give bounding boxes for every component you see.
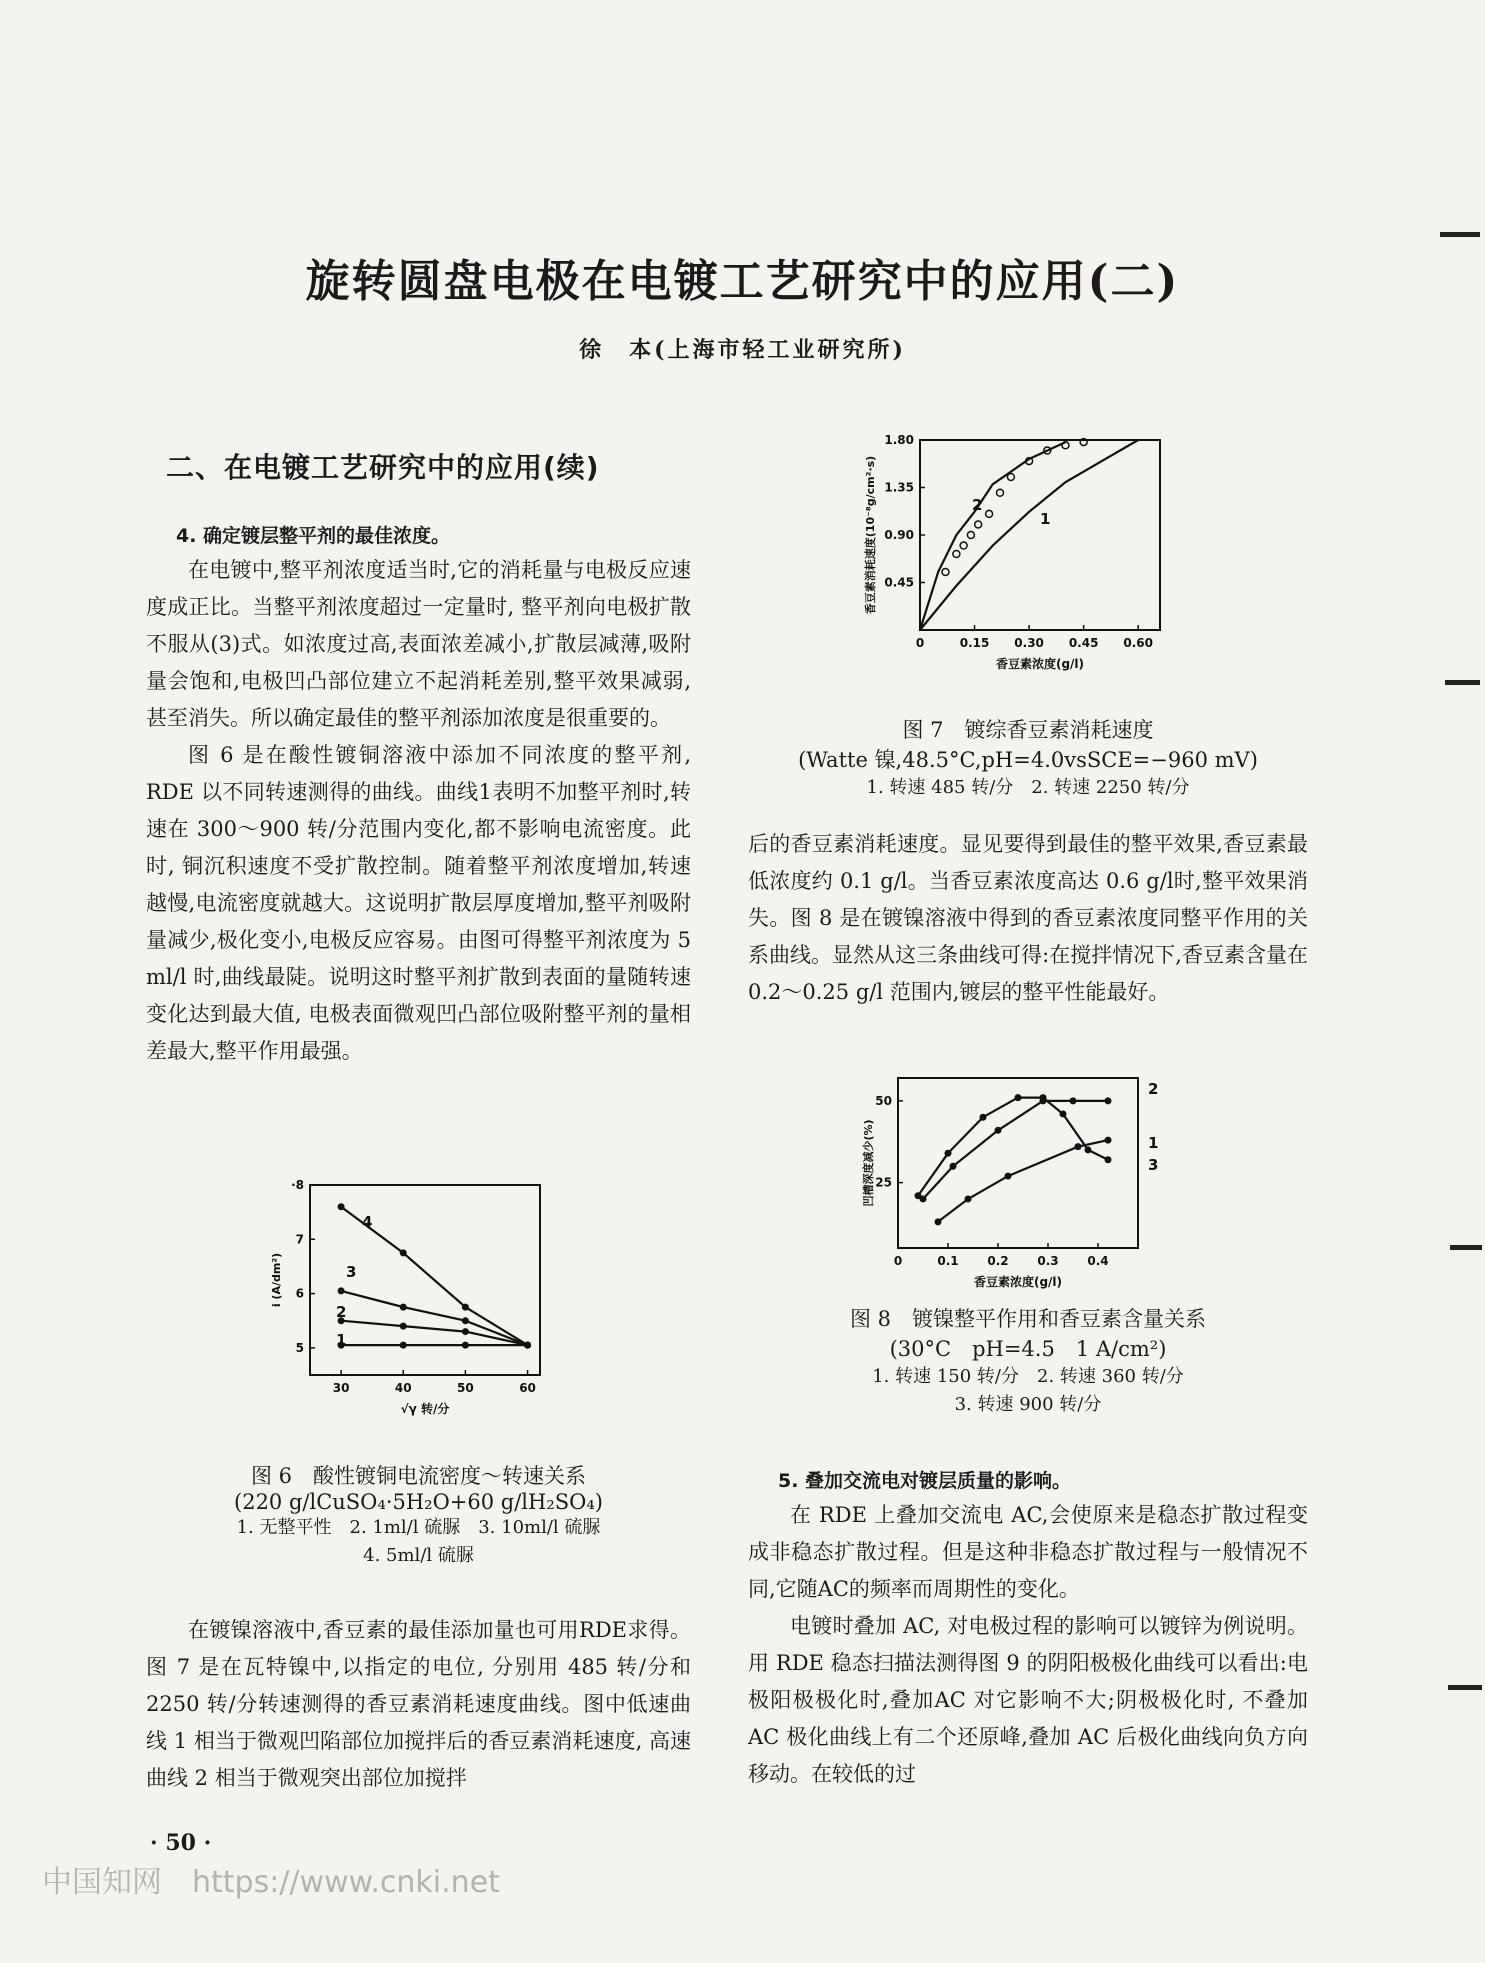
figure-6-caption: 图 6 酸性镀铜电流密度～转速关系 — [250, 1464, 587, 1488]
data-point — [997, 489, 1004, 496]
figure-6-caption-block — [146, 1460, 691, 1570]
series-label-1: 1 — [336, 1331, 347, 1349]
data-point — [1070, 1097, 1077, 1104]
data-point — [953, 551, 960, 558]
paragraph: 后的香豆素消耗速度。显见要得到最佳的整平效果,香豆素最低浓度约 0.1 g/l。当香豆素浓度高达 0.6 g/l时,整平效果消失。图 8 是在镀镍溶液中得到的香豆素浓度同整平作用的关系曲线。显然从这三条曲线可得:在搅拌情况下,香豆素含量在 0.2～0.25 g/l 范围内,镀层的整平性能最好。 — [748, 832, 1308, 1004]
x-tick-label: 0 — [915, 636, 925, 650]
data-point — [338, 1287, 345, 1294]
scan-edge-mark — [1450, 1245, 1482, 1250]
data-point — [400, 1323, 407, 1330]
y-tick-label: 0.45 — [884, 575, 914, 590]
series-label-2: 2 — [1148, 1080, 1159, 1098]
data-point — [1105, 1097, 1112, 1104]
figure-6-condition: (220 g/lCuSO₄·5H₂O+60 g/lH₂SO₄) — [234, 1490, 603, 1514]
section-heading: 二、在电镀工艺研究中的应用(续) — [166, 451, 600, 484]
figure-6-legend: 1. 无整平性 2. 1ml/l 硫脲 3. 10ml/l 硫脲 — [236, 1517, 601, 1538]
right-column-top — [748, 826, 1308, 1011]
x-tick-label: 0.30 — [1014, 636, 1044, 650]
series-label-4: 4 — [362, 1213, 373, 1231]
x-axis-label: 香豆素浓度(g/l) — [973, 1275, 1063, 1289]
y-axis-label: 香豆素消耗速度(10⁻⁸g/cm²·s) — [864, 455, 877, 615]
y-tick-label: 50 — [875, 1093, 892, 1108]
y-axis-label: i (A/dm²) — [270, 1252, 283, 1308]
data-point — [1015, 1094, 1022, 1101]
y-tick-label: ·8 — [291, 1178, 304, 1192]
plot-frame — [898, 1078, 1138, 1248]
y-tick-label: 1.35 — [884, 480, 914, 495]
left-column-bottom — [146, 1612, 691, 1797]
figure-6-chart — [266, 1165, 566, 1430]
scan-edge-mark — [1445, 680, 1480, 685]
y-tick-label: 6 — [295, 1286, 304, 1301]
y-tick-label: 25 — [875, 1175, 892, 1190]
figure-7-condition: (Watte 镍,48.5°C,pH=4.0vsSCE=−960 mV) — [798, 748, 1258, 772]
series-label-1: 1 — [1148, 1134, 1159, 1152]
paragraph: 在电镀中,整平剂浓度适当时,它的消耗量与电极反应速度成正比。当整平剂浓度超过一定量时, 整平剂向电极扩散不服从(3)式。如浓度过高,表面浓差减小,扩散层减薄,吸附量会饱和,电极凹凸部位建立不起消耗差别,整平效果减弱,甚至消失。所以确定最佳的整平剂添加浓度是很重要的。 — [146, 558, 691, 730]
data-point — [338, 1203, 345, 1210]
scan-edge-mark — [1440, 232, 1480, 237]
x-axis-label: √γ 转/分 — [400, 1402, 450, 1416]
data-point — [1105, 1156, 1112, 1163]
x-tick-label: 0.15 — [959, 636, 990, 650]
data-point — [462, 1328, 469, 1335]
figure-8-legend: 1. 转速 150 转/分 2. 转速 360 转/分 — [872, 1366, 1184, 1387]
data-point — [935, 1218, 942, 1225]
data-point — [967, 532, 974, 539]
data-point — [965, 1195, 972, 1202]
data-point — [1007, 473, 1014, 480]
data-point — [995, 1127, 1002, 1134]
data-point — [1085, 1146, 1092, 1153]
series-label-3: 3 — [346, 1263, 357, 1281]
x-tick-label: 0.45 — [1068, 636, 1099, 650]
x-tick-label: 50 — [457, 1381, 474, 1395]
x-tick-label: 0 — [893, 1254, 903, 1268]
series-label-2: 2 — [972, 496, 983, 514]
figure-7-caption: 图 7 镀综香豆素消耗速度 — [902, 718, 1154, 742]
series-label-1: 1 — [1040, 510, 1051, 528]
figure-8-condition: (30°C pH=4.5 1 A/cm²) — [889, 1337, 1167, 1361]
y-tick-label: 5 — [295, 1340, 304, 1355]
data-point — [960, 542, 967, 549]
y-tick-label: 1.80 — [884, 433, 914, 447]
data-point — [400, 1249, 407, 1256]
figure-8-chart — [858, 1070, 1188, 1300]
data-point — [400, 1304, 407, 1311]
paragraph: 在 RDE 上叠加交流电 AC,会使原来是稳态扩散过程变成非稳态扩散过程。但是这种非稳态扩散过程与一般情况不同,它随AC的频率而周期性的变化。 — [748, 1503, 1308, 1601]
data-point — [980, 1114, 987, 1121]
data-point — [462, 1304, 469, 1311]
y-tick-label: 0.90 — [884, 528, 914, 542]
y-tick-label: 7 — [295, 1232, 304, 1247]
data-point — [945, 1150, 952, 1157]
paragraph: 在镀镍溶液中,香豆素的最佳添加量也可用RDE求得。图 7 是在瓦特镍中,以指定的电位, 分别用 485 转/分和 2250 转/分转速测得的香豆素消耗速度曲线。图中低速曲线 1 相当于微观凹陷部位加搅拌后的香豆素消耗速度, 高速曲线 2 相当于微观突出部位加搅拌 — [146, 1618, 691, 1790]
right-column-bottom — [748, 1497, 1308, 1793]
x-tick-label: 0.2 — [987, 1254, 1009, 1268]
data-point — [1075, 1143, 1082, 1150]
series-line-2 — [341, 1321, 527, 1345]
data-point — [986, 510, 993, 517]
subsection-heading: 4. 确定镀层整平剂的最佳浓度。 — [176, 525, 451, 547]
left-column-top — [146, 552, 691, 1070]
data-point — [975, 521, 982, 528]
figure-8-legend: 3. 转速 900 转/分 — [954, 1394, 1102, 1415]
series-label-2: 2 — [336, 1303, 347, 1321]
series-label-3: 3 — [1148, 1156, 1159, 1174]
x-axis-label: 香豆素浓度(g/l) — [995, 657, 1085, 671]
x-tick-label: 0.3 — [1037, 1254, 1059, 1268]
article-title: 旋转圆盘电极在电镀工艺研究中的应用(二) — [305, 256, 1180, 307]
x-tick-label: 0.1 — [937, 1254, 959, 1268]
paragraph: 图 6 是在酸性镀铜溶液中添加不同浓度的整平剂, RDE 以不同转速测得的曲线。曲线1表明不加整平剂时,转速在 300～900 转/分范围内变化,都不影响电流密度。此时, 铜沉积速度不受扩散控制。随着整平剂浓度增加,转速越慢,电流密度就越大。这说明扩散层厚度增加,整平剂吸附量减少,极化变小,电极反应容易。由图可得整平剂浓度为 5 ml/l 时,曲线最陡。说明这时整平剂扩散到表面的量随转速变化达到最大值, 电极表面微观凹凸部位吸附整平剂的量相差最大,整平作用最强。 — [146, 743, 691, 1063]
figure-7-chart — [858, 432, 1193, 682]
watermark: 中国知网 https://www.cnki.net — [42, 1865, 500, 1900]
figure-8-caption: 图 8 镀镍整平作用和香豆素含量关系 — [849, 1307, 1207, 1331]
data-point — [400, 1342, 407, 1349]
data-point — [950, 1163, 957, 1170]
subsection-heading: 5. 叠加交流电对镀层质量的影响。 — [778, 1470, 1072, 1492]
data-point — [1040, 1094, 1047, 1101]
data-point — [942, 568, 949, 575]
data-point — [1060, 1110, 1067, 1117]
author-line: 徐 本(上海市轻工业研究所) — [579, 337, 906, 363]
x-tick-label: 0.4 — [1087, 1254, 1109, 1268]
data-point — [915, 1192, 922, 1199]
x-tick-label: 60 — [519, 1381, 536, 1395]
data-point — [462, 1317, 469, 1324]
scan-edge-mark — [1448, 1685, 1482, 1690]
data-point — [1105, 1137, 1112, 1144]
y-axis-label: 凹槽深度减少(%) — [862, 1119, 875, 1207]
page-number: · 50 · — [150, 1830, 212, 1856]
series-line-1 — [920, 440, 1138, 630]
x-tick-label: 40 — [394, 1381, 412, 1395]
series-line-3 — [341, 1291, 527, 1345]
x-tick-label: 0.60 — [1123, 636, 1153, 650]
data-point — [524, 1342, 531, 1349]
figure-8-caption-block — [748, 1303, 1308, 1419]
figure-7-legend: 1. 转速 485 转/分 2. 转速 2250 转/分 — [866, 777, 1190, 798]
paragraph: 电镀时叠加 AC, 对电极过程的影响可以镀锌为例说明。用 RDE 稳态扫描法测得图 9 的阴阳极极化曲线可以看出:电极阳极极化时,叠加AC 对它影响不大;阴极极化时, 不叠加 AC 极化曲线上有二个还原峰,叠加 AC 后极化曲线向负方向移动。在较低的过 — [748, 1614, 1308, 1786]
data-point — [1005, 1173, 1012, 1180]
x-tick-label: 30 — [332, 1381, 350, 1395]
series-line-1 — [938, 1140, 1108, 1222]
figure-7-caption-block — [748, 714, 1308, 802]
data-point — [462, 1342, 469, 1349]
figure-6-legend: 4. 5ml/l 硫脲 — [363, 1545, 474, 1566]
